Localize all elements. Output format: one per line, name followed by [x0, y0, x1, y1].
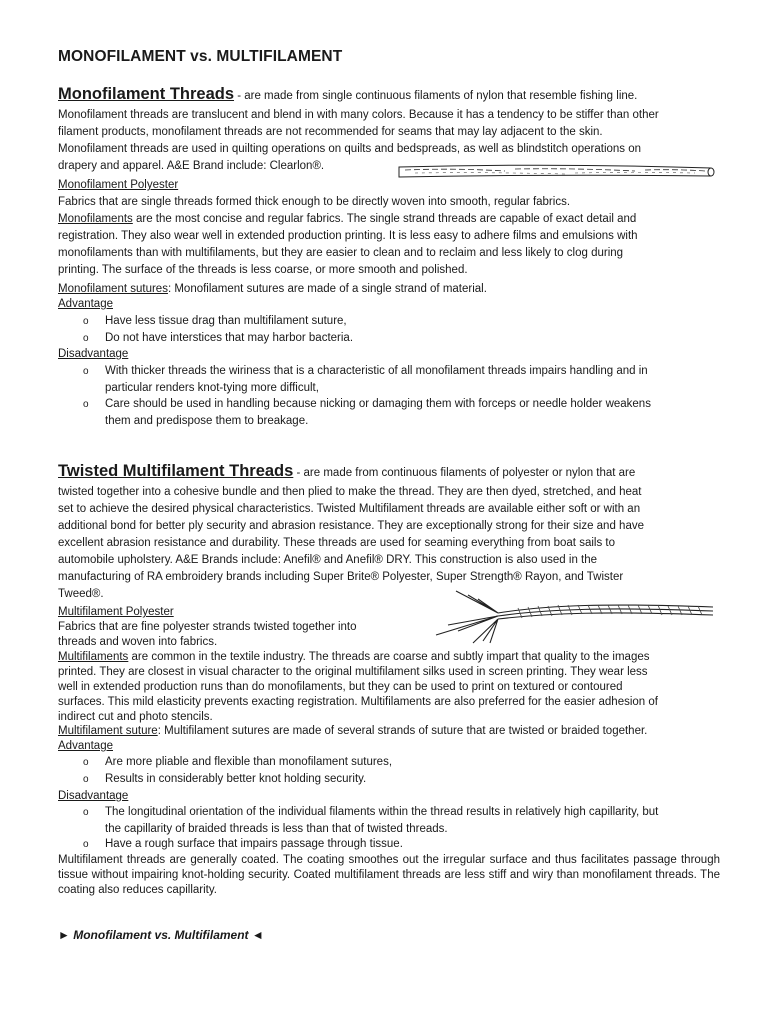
multi-para-line: Multifilaments are common in the textile industry. The threads are coarse and subtly impart that quality to the images	[58, 651, 650, 663]
mono-disadvantage-continuation: particular renders knot-tying more difficult,	[105, 382, 319, 394]
bullet-icon: o	[83, 839, 89, 850]
multi-disadvantage-item: o Have a rough surface that impairs passage through tissue.	[105, 836, 403, 853]
multi-advantage-label: Advantage	[58, 740, 113, 752]
mono-polyester-text: Fabrics that are single threads formed thick enough to be directly woven into smooth, regular fabrics.	[58, 196, 571, 208]
mono-disadvantage-label: Disadvantage	[58, 348, 129, 360]
multi-intro-text: - are made from continuous filaments of polyester or nylon that are	[293, 467, 636, 479]
multi-disadvantage-label: Disadvantage	[58, 790, 129, 802]
multi-advantage-item: o Results in considerably better knot holding security.	[105, 771, 366, 788]
multi-polyester-text: threads and woven into fabrics.	[58, 636, 218, 648]
mono-para-line: monofilaments than with multifilaments, but they are easier to clean and to reclaim and less likely to clog during	[58, 247, 624, 259]
mono-disadvantage-item: o With thicker threads the wiriness that is a characteristic of all monofilament threads impairs handling and in	[105, 363, 648, 380]
multi-disadvantage-continuation: the capillarity of braided threads is less than that of twisted threads.	[105, 823, 448, 835]
footer-caption: ► Monofilament vs. Multifilament ◄	[58, 928, 264, 942]
mono-intro-text: - are made from single continuous filaments of nylon that resemble fishing line.	[234, 90, 638, 102]
bullet-icon: o	[83, 399, 89, 410]
document-title: MONOFILAMENT vs. MULTIFILAMENT	[58, 48, 343, 65]
multi-heading: Twisted Multifilament Threads	[58, 462, 294, 480]
multi-line: manufacturing of RA embroidery brands including Super Brite® Polyester, Super Strength® Rayon, and Twister	[58, 571, 624, 583]
multi-para-line: printed. They are closest in visual character to the original multifilament silks used in screen printing. They wear less	[58, 666, 648, 678]
multi-line: automobile upholstery. A&E Brands include: Anefil® and Anefil® DRY. This construction is also used in the	[58, 554, 598, 566]
mono-line: filament products, monofilament threads are not recommended for seams that may lay adjacent to the skin.	[58, 126, 603, 138]
multi-coating-paragraph: Multifilament threads are generally coated. The coating smoothes out the irregular surface and thus facilitates passage through tissue without impairing knot-holding security. Coated multifilament threads are less stiff and wiry than monofilament threads. The coating also reduces capillarity.	[58, 854, 720, 896]
mono-advantage-item: o Have less tissue drag than multifilament suture,	[105, 313, 347, 330]
multi-suture-label: Multifilament suture	[58, 725, 158, 737]
multi-intro-line	[58, 463, 635, 482]
mono-disadvantage-continuation: them and predispose them to breakage.	[105, 415, 309, 427]
mono-polyester-label: Monofilament Polyester	[58, 179, 179, 191]
multi-disadvantage-item: o The longitudinal orientation of the individual filaments within the thread results in relatively high capillarity, but	[105, 804, 658, 821]
mono-para-line: Monofilaments are the most concise and regular fabrics. The single strand threads are capable of exact detail and	[58, 213, 637, 225]
multi-line: Tweed®.	[58, 588, 104, 600]
twisted-multifilament-illustration	[428, 585, 718, 645]
mono-heading: Monofilament Threads	[58, 85, 235, 103]
bullet-icon: o	[83, 757, 89, 768]
bullet-icon: o	[83, 333, 89, 344]
bullet-icon: o	[83, 316, 89, 327]
mono-para-line: printing. The surface of the threads is less coarse, or more smooth and polished.	[58, 264, 468, 276]
multi-suture-line: Multifilament suture: Multifilament sutures are made of several strands of suture that are twisted or braided together.	[58, 725, 648, 737]
bullet-icon: o	[83, 774, 89, 785]
multi-line: additional bond for better ply security and abrasion resistance. They are exceptionally strong for their size and have	[58, 520, 644, 532]
bullet-icon: o	[83, 807, 89, 818]
multi-advantage-item: o Are more pliable and flexible than monofilament sutures,	[105, 754, 392, 771]
monofilament-thread-illustration	[395, 160, 720, 182]
multi-polyester-text: Fabrics that are fine polyester strands twisted together into	[58, 621, 357, 633]
multi-line: set to achieve the desired physical characteristics. Twisted Multifilament threads are available either soft or with an	[58, 503, 641, 515]
mono-sutures-line: Monofilament sutures: Monofilament sutures are made of a single strand of material.	[58, 283, 487, 295]
multi-line: excellent abrasion resistance and durability. These threads are used for seaming everything from boat sails to	[58, 537, 615, 549]
multi-para-label: Multifilaments	[58, 651, 129, 663]
mono-sutures-label: Monofilament sutures	[58, 283, 168, 295]
mono-line: Monofilament threads are used in quilting operations on quilts and bedspreads, as well as blindstitch operations on	[58, 143, 642, 155]
bullet-icon: o	[83, 366, 89, 377]
mono-line: Monofilament threads are translucent and blend in with many colors. Because it has a tendency to be stiffer than other	[58, 109, 659, 121]
multi-polyester-label: Multifilament Polyester	[58, 606, 174, 618]
mono-intro-line	[58, 86, 637, 105]
mono-line: drapery and apparel. A&E Brand include: Clearlon®.	[58, 160, 325, 172]
mono-para-label: Monofilaments	[58, 213, 133, 225]
multi-para-line: indirect cut and photo stencils.	[58, 711, 213, 723]
mono-para-line: registration. They also wear well in extended production printing. It is less easy to adhere films and emulsions with	[58, 230, 638, 242]
multi-line: twisted together into a cohesive bundle and then plied to make the thread. They are then dyed, stretched, and heat	[58, 486, 642, 498]
mono-advantage-label: Advantage	[58, 298, 113, 310]
multi-para-line: well in extended production runs than do monofilaments, but they can be used to print on textured or contoured	[58, 681, 623, 693]
mono-advantage-item: o Do not have interstices that may harbor bacteria.	[105, 330, 353, 347]
multi-para-line: surfaces. This mild elasticity prevents exacting registration. Multifilaments are also preferred for the easier adhesion of	[58, 696, 658, 708]
mono-disadvantage-item: o Care should be used in handling because nicking or damaging them with forceps or needle holder weakens	[105, 396, 651, 413]
